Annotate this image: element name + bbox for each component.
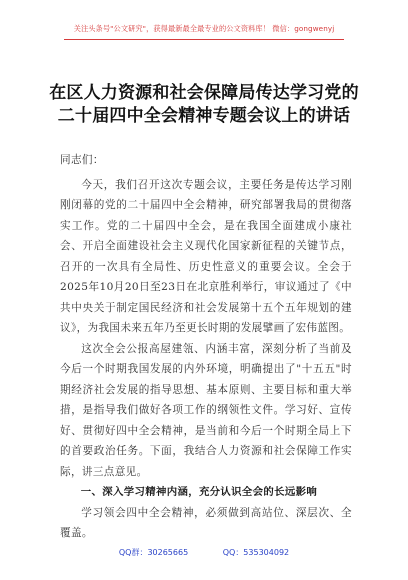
title-line-2: 二十届四中全会精神专题会议上的讲话 <box>57 106 351 126</box>
paragraph-2: 这次全会公报高屋建瓴、内涵丰富，深刻分析了当前及今后一个时期我国发展的内外环境，明确提出了"十五五"时期经济社会发展的指导思想、基本原则、主要目标和重大举措，是指导我们做好各项工作的纲领性文件。学习好、宣传好、贯彻好四中全会精神，是当前和今后一个时期全局上下的首要政治任务。下面，我结合人力资源和社会保障工作实际，讲三点意见。 <box>60 342 352 478</box>
paragraph-3: 学习领会四中全会精神，必须做到高站位、深层次、全覆盖。 <box>60 506 352 539</box>
document-title <box>40 82 368 128</box>
section-heading-1: 一、深入学习精神内涵，充分认识全会的长远影响 <box>80 486 318 498</box>
footer-qq: QQ：535304092 <box>222 548 290 557</box>
footer-qq-group: QQ群：30265665 <box>118 548 189 557</box>
paragraph-1: 今天，我们召开这次专题会议，主要任务是传达学习刚刚闭幕的党的二十届四中全会精神，研究部署我局的贯彻落实工作。党的二十届四中全会，是在我国全面建成小康社会、开启全面建设社会主义现代化国家新征程的关键节点，召开的一次具有全局性、历史性意义的重要会议。全会于2025年10月20日至23日在北京胜利举行，审议通过了《中共中央关于制定国民经济和社会发展第十五个五年规划的建议》，为我国未来五年乃至更长时期的发展擘画了宏伟蓝图。 <box>60 178 352 334</box>
header-notice: 关注头条号"公文研究"，获得最新最全最专业的公文资料库！ 微信：gongwenyj <box>73 24 335 33</box>
title-line-1: 在区人力资源和社会保障局传达学习党的 <box>49 83 359 103</box>
footer-contact <box>0 547 408 558</box>
salutation: 同志们： <box>60 154 104 166</box>
document-body <box>60 150 352 544</box>
header-divider <box>64 39 344 40</box>
